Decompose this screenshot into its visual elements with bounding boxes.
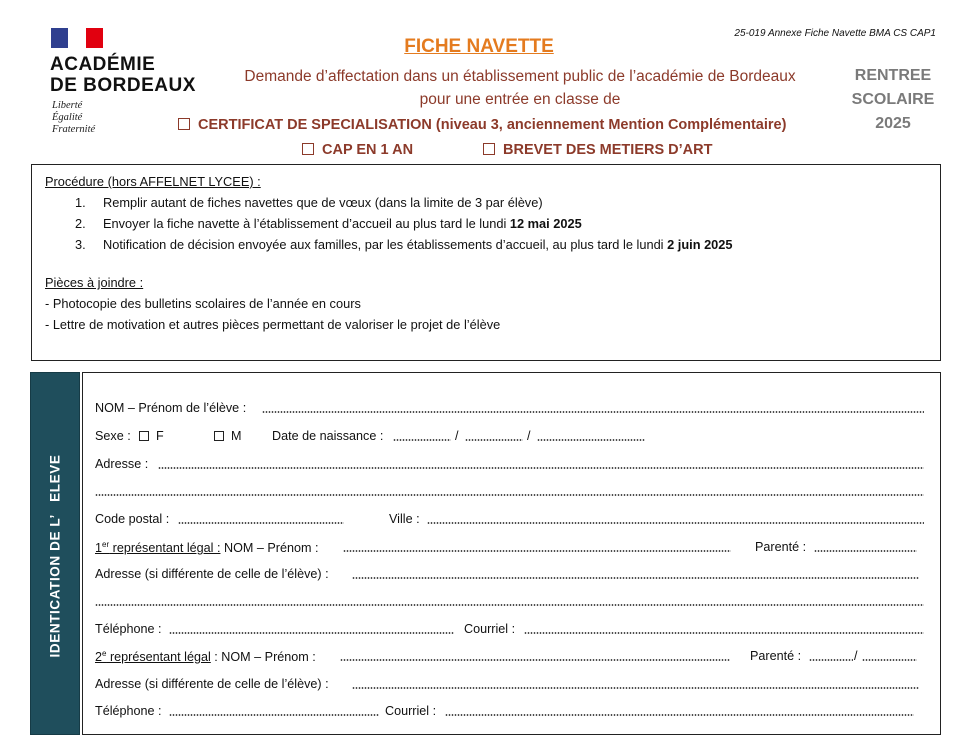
page-title: FICHE NAVETTE [404, 36, 554, 57]
representant-2-parente-field[interactable] [809, 659, 853, 661]
adresse-diff-label: Adresse (si différente de celle de l’élève) : [95, 677, 329, 691]
procedure-step-2: Envoyer la fiche navette à l’établissement d’accueil au plus tard le lundi 12 mai 2025 [103, 216, 582, 231]
representant-1-adresse-field[interactable] [352, 577, 919, 579]
telephone-label: Téléphone : [95, 704, 162, 718]
adresse-field-line-2[interactable] [95, 494, 924, 496]
representant-1-courriel-field[interactable] [524, 632, 924, 634]
document-reference: 25-019 Annexe Fiche Navette BMA CS CAP1 [734, 28, 936, 39]
adresse-diff-label: Adresse (si différente de celle de l’élève) : [95, 567, 329, 581]
attachments-heading: Pièces à joindre : [45, 275, 144, 290]
checkbox-icon[interactable] [302, 143, 314, 155]
courriel-label: Courriel : [385, 704, 437, 718]
representant-2-nom-field[interactable] [340, 659, 730, 661]
date-naissance-label: Date de naissance : [272, 429, 384, 443]
subtitle-line-2: pour une entrée en classe de [419, 91, 621, 108]
procedure-step-1: Remplir autant de fiches navettes que de vœux (dans la limite de 3 par élève) [103, 195, 543, 210]
attachment-item: - Photocopie des bulletins scolaires de l’année en cours [45, 296, 361, 311]
parente-label: Parenté : [750, 649, 802, 663]
ville-field[interactable] [427, 522, 924, 524]
parente-label: Parenté : [755, 540, 807, 554]
representant-2-label: 2e représentant légal : NOM – Prénom : [95, 649, 316, 665]
step-number: 2. [75, 216, 86, 231]
representant-1-adresse-field-line-2[interactable] [95, 604, 924, 606]
date-separator: / [455, 429, 459, 443]
option-cap-1-an[interactable]: CAP EN 1 AN [302, 142, 413, 158]
representant-2-courriel-field[interactable] [445, 714, 914, 716]
nom-prenom-eleve-field[interactable] [262, 411, 924, 413]
sexe-label: Sexe : [95, 429, 131, 443]
checkbox-icon[interactable] [214, 431, 224, 441]
representant-1-parente-field[interactable] [814, 550, 917, 552]
step-number: 3. [75, 237, 86, 252]
representant-2-parente-field-2[interactable] [862, 659, 917, 661]
ville-label: Ville : [389, 512, 420, 526]
option-brevet-metiers-art[interactable]: BREVET DES METIERS D’ART [483, 142, 712, 158]
courriel-label: Courriel : [464, 622, 516, 636]
procedure-step-3: Notification de décision envoyée aux familles, par les établissements d’accueil, au plus tard le lundi 2 juin 2025 [103, 237, 733, 252]
representant-2-adresse-field[interactable] [352, 687, 919, 689]
telephone-label: Téléphone : [95, 622, 162, 636]
republic-motto: Liberté Égalité Fraternité [52, 100, 96, 135]
adresse-label: Adresse : [95, 457, 149, 471]
step-number: 1. [75, 195, 86, 210]
procedure-heading: Procédure (hors AFFELNET LYCEE) : [45, 174, 261, 189]
representant-2-telephone-field[interactable] [169, 714, 379, 716]
code-postal-label: Code postal : [95, 512, 170, 526]
attachment-item: - Lettre de motivation et autres pièces permettant de valoriser le projet de l’élève [45, 317, 501, 332]
adresse-field[interactable] [158, 467, 924, 469]
date-year-field[interactable] [537, 439, 645, 441]
code-postal-field[interactable] [178, 522, 344, 524]
date-separator: / [527, 429, 531, 443]
option-certificat-specialisation[interactable]: CERTIFICAT DE SPECIALISATION (niveau 3, anciennement Mention Complémentaire) [178, 117, 786, 133]
identification-label: IDENTICATION DE L’ ELEVE [47, 454, 63, 658]
checkbox-icon[interactable] [483, 143, 495, 155]
representant-1-telephone-field[interactable] [169, 632, 454, 634]
date-day-field[interactable] [393, 439, 451, 441]
nom-prenom-eleve-label: NOM – Prénom de l’élève : [95, 401, 247, 415]
sexe-f-option[interactable]: F [139, 429, 164, 443]
checkbox-icon[interactable] [139, 431, 149, 441]
representant-1-nom-field[interactable] [343, 550, 731, 552]
date-month-field[interactable] [465, 439, 523, 441]
sexe-m-option[interactable]: M [214, 429, 242, 443]
parente-separator: / [854, 649, 858, 663]
academy-name: ACADÉMIE DE BORDEAUX [50, 54, 196, 96]
subtitle-line-1: Demande d’affectation dans un établissement public de l’académie de Bordeaux [244, 68, 796, 85]
representant-1-label: 1er représentant légal : NOM – Prénom : [95, 540, 319, 556]
checkbox-icon[interactable] [178, 118, 190, 130]
rentree-scolaire-label: RENTREE SCOLAIRE 2025 [851, 67, 935, 132]
